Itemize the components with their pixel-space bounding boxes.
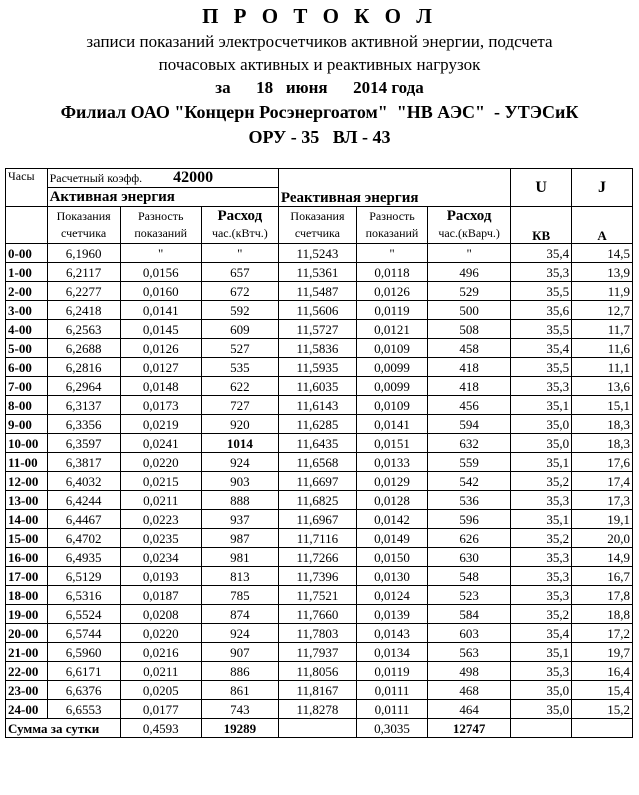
active-reading-cell: 6,5744 bbox=[47, 624, 120, 643]
current-cell: 15,4 bbox=[572, 681, 633, 700]
voltage-cell: 35,6 bbox=[511, 301, 572, 320]
reactive-diff-cell: 0,0111 bbox=[357, 681, 428, 700]
current-cell: 15,2 bbox=[572, 700, 633, 719]
reactive-reading-cell: 11,7803 bbox=[278, 624, 356, 643]
current-cell: 17,3 bbox=[572, 491, 633, 510]
line-identifier: ОРУ - 35 ВЛ - 43 bbox=[248, 127, 391, 147]
active-reading-cell: 6,5316 bbox=[47, 586, 120, 605]
active-diff-cell: 0,0126 bbox=[120, 339, 201, 358]
reactive-reading-cell: 11,5487 bbox=[278, 282, 356, 301]
table-row bbox=[6, 377, 633, 396]
coef-value: 42000 bbox=[173, 169, 214, 186]
active-reading-cell: 6,6171 bbox=[47, 662, 120, 681]
active-rashod-cell: 861 bbox=[201, 681, 278, 700]
active-rashod-cell: 888 bbox=[201, 491, 278, 510]
hour-cell: 13-00 bbox=[6, 491, 48, 510]
current-cell: 17,6 bbox=[572, 453, 633, 472]
reactive-rashod-cell: 468 bbox=[428, 681, 511, 700]
current-cell: 11,1 bbox=[572, 358, 633, 377]
voltage-cell: 35,0 bbox=[511, 434, 572, 453]
col-r-readings-2: счетчика bbox=[294, 226, 340, 240]
j-unit: А bbox=[572, 207, 633, 244]
reactive-diff-cell: 0,0119 bbox=[357, 662, 428, 681]
active-rashod-cell: 907 bbox=[201, 643, 278, 662]
reactive-rashod-cell: 542 bbox=[428, 472, 511, 491]
reactive-reading-cell: 11,6143 bbox=[278, 396, 356, 415]
reactive-reading-cell: 11,5361 bbox=[278, 263, 356, 282]
hour-cell: 18-00 bbox=[6, 586, 48, 605]
active-reading-cell: 6,3817 bbox=[47, 453, 120, 472]
active-diff-cell: 0,0215 bbox=[120, 472, 201, 491]
col-readings-1: Показания bbox=[56, 209, 111, 223]
active-diff-cell: 0,0216 bbox=[120, 643, 201, 662]
reactive-diff-cell: 0,0111 bbox=[357, 700, 428, 719]
reactive-reading-cell: 11,5243 bbox=[278, 244, 356, 263]
col-diff-2: показаний bbox=[134, 226, 188, 240]
reactive-rashod-cell: 594 bbox=[428, 415, 511, 434]
reactive-diff-cell: " bbox=[357, 244, 428, 263]
active-diff-cell: 0,0211 bbox=[120, 662, 201, 681]
active-rashod-cell: 903 bbox=[201, 472, 278, 491]
active-diff-cell: 0,0219 bbox=[120, 415, 201, 434]
reactive-diff-cell: 0,0121 bbox=[357, 320, 428, 339]
active-rashod-cell: 622 bbox=[201, 377, 278, 396]
reactive-rashod-cell: 536 bbox=[428, 491, 511, 510]
voltage-cell: 35,5 bbox=[511, 358, 572, 377]
active-diff-cell: 0,0127 bbox=[120, 358, 201, 377]
active-diff-cell: 0,0141 bbox=[120, 301, 201, 320]
active-reading-cell: 6,2277 bbox=[47, 282, 120, 301]
voltage-cell: 35,3 bbox=[511, 377, 572, 396]
table-row bbox=[6, 282, 633, 301]
active-reading-cell: 6,6553 bbox=[47, 700, 120, 719]
reactive-reading-cell: 11,6697 bbox=[278, 472, 356, 491]
reactive-energy-header: Реактивная энергия bbox=[278, 169, 510, 207]
hour-cell: 15-00 bbox=[6, 529, 48, 548]
current-cell: 16,4 bbox=[572, 662, 633, 681]
total-active-rashod: 19289 bbox=[201, 719, 278, 738]
col-rashod-reactive: Расход bbox=[446, 208, 492, 224]
current-cell: 19,1 bbox=[572, 510, 633, 529]
total-row bbox=[6, 719, 633, 738]
table-row bbox=[6, 624, 633, 643]
subtitle-line-1: записи показаний электросчетчиков активной энергии, подсчета bbox=[86, 32, 553, 51]
current-cell: 11,6 bbox=[572, 339, 633, 358]
subtitle-line-2: почасовых активных и реактивных нагрузок bbox=[158, 55, 481, 74]
table-row bbox=[6, 339, 633, 358]
current-cell: 17,4 bbox=[572, 472, 633, 491]
table-row bbox=[6, 700, 633, 719]
reactive-diff-cell: 0,0139 bbox=[357, 605, 428, 624]
active-reading-cell: 6,4032 bbox=[47, 472, 120, 491]
active-rashod-cell: 535 bbox=[201, 358, 278, 377]
active-rashod-cell: 981 bbox=[201, 548, 278, 567]
reactive-diff-cell: 0,0118 bbox=[357, 263, 428, 282]
table-row bbox=[6, 358, 633, 377]
reactive-rashod-cell: 603 bbox=[428, 624, 511, 643]
table-row bbox=[6, 662, 633, 681]
header-row-1 bbox=[6, 169, 633, 188]
hours-header: Часы bbox=[6, 169, 48, 207]
reactive-rashod-cell: 508 bbox=[428, 320, 511, 339]
active-reading-cell: 6,6376 bbox=[47, 681, 120, 700]
table-row bbox=[6, 491, 633, 510]
reactive-diff-cell: 0,0119 bbox=[357, 301, 428, 320]
active-diff-cell: 0,0145 bbox=[120, 320, 201, 339]
reactive-rashod-cell: 500 bbox=[428, 301, 511, 320]
reactive-rashod-cell: 548 bbox=[428, 567, 511, 586]
voltage-cell: 35,4 bbox=[511, 624, 572, 643]
active-diff-cell: 0,0220 bbox=[120, 624, 201, 643]
reactive-reading-cell: 11,6967 bbox=[278, 510, 356, 529]
reactive-rashod-cell: 632 bbox=[428, 434, 511, 453]
reactive-reading-cell: 11,5935 bbox=[278, 358, 356, 377]
current-cell: 13,9 bbox=[572, 263, 633, 282]
reactive-rashod-cell: 498 bbox=[428, 662, 511, 681]
reactive-reading-cell: 11,8167 bbox=[278, 681, 356, 700]
total-empty-2 bbox=[511, 719, 572, 738]
total-reactive-diff: 0,3035 bbox=[357, 719, 428, 738]
hour-cell: 23-00 bbox=[6, 681, 48, 700]
hour-cell: 4-00 bbox=[6, 320, 48, 339]
coef-label: Расчетный коэфф. bbox=[49, 171, 143, 185]
col-r-readings-1: Показания bbox=[290, 209, 345, 223]
active-energy-header: Активная энергия bbox=[47, 188, 278, 207]
active-diff-cell: 0,0205 bbox=[120, 681, 201, 700]
voltage-cell: 35,5 bbox=[511, 320, 572, 339]
current-cell: 18,3 bbox=[572, 415, 633, 434]
current-cell: 14,5 bbox=[572, 244, 633, 263]
voltage-cell: 35,5 bbox=[511, 282, 572, 301]
voltage-cell: 35,1 bbox=[511, 510, 572, 529]
current-cell: 19,7 bbox=[572, 643, 633, 662]
active-reading-cell: 6,3597 bbox=[47, 434, 120, 453]
table-row bbox=[6, 434, 633, 453]
active-reading-cell: 6,5129 bbox=[47, 567, 120, 586]
reactive-diff-cell: 0,0126 bbox=[357, 282, 428, 301]
j-header: J bbox=[572, 169, 633, 207]
voltage-cell: 35,2 bbox=[511, 472, 572, 491]
reactive-rashod-cell: " bbox=[428, 244, 511, 263]
branch-name: Филиал ОАО "Концерн Росэнергоатом" "НВ АЭС" - УТЭСиК bbox=[60, 102, 579, 122]
u-unit: КВ bbox=[511, 207, 572, 244]
reactive-diff-cell: 0,0130 bbox=[357, 567, 428, 586]
active-diff-cell: 0,0193 bbox=[120, 567, 201, 586]
active-rashod-cell: 527 bbox=[201, 339, 278, 358]
col-reactive-unit: час.(кВарч.) bbox=[438, 226, 500, 240]
active-rashod-cell: 785 bbox=[201, 586, 278, 605]
reactive-rashod-cell: 529 bbox=[428, 282, 511, 301]
voltage-cell: 35,0 bbox=[511, 415, 572, 434]
reactive-reading-cell: 11,8278 bbox=[278, 700, 356, 719]
current-cell: 17,8 bbox=[572, 586, 633, 605]
active-reading-cell: 6,4935 bbox=[47, 548, 120, 567]
reactive-rashod-cell: 563 bbox=[428, 643, 511, 662]
hour-cell: 7-00 bbox=[6, 377, 48, 396]
active-reading-cell: 6,2964 bbox=[47, 377, 120, 396]
reactive-diff-cell: 0,0150 bbox=[357, 548, 428, 567]
active-rashod-cell: 672 bbox=[201, 282, 278, 301]
reactive-rashod-cell: 523 bbox=[428, 586, 511, 605]
reactive-rashod-cell: 418 bbox=[428, 358, 511, 377]
current-cell: 18,8 bbox=[572, 605, 633, 624]
current-cell: 20,0 bbox=[572, 529, 633, 548]
reactive-reading-cell: 11,6035 bbox=[278, 377, 356, 396]
active-reading-cell: 6,1960 bbox=[47, 244, 120, 263]
hour-cell: 22-00 bbox=[6, 662, 48, 681]
active-reading-cell: 6,5960 bbox=[47, 643, 120, 662]
active-reading-cell: 6,4244 bbox=[47, 491, 120, 510]
active-rashod-cell: 743 bbox=[201, 700, 278, 719]
current-cell: 11,7 bbox=[572, 320, 633, 339]
hour-cell: 9-00 bbox=[6, 415, 48, 434]
reactive-diff-cell: 0,0133 bbox=[357, 453, 428, 472]
hour-cell: 19-00 bbox=[6, 605, 48, 624]
active-diff-cell: 0,0173 bbox=[120, 396, 201, 415]
active-diff-cell: 0,0148 bbox=[120, 377, 201, 396]
active-rashod-cell: 874 bbox=[201, 605, 278, 624]
table-row bbox=[6, 396, 633, 415]
active-reading-cell: 6,2688 bbox=[47, 339, 120, 358]
col-r-diff-1: Разность bbox=[369, 209, 415, 223]
total-reactive-rashod: 12747 bbox=[428, 719, 511, 738]
active-diff-cell: 0,0211 bbox=[120, 491, 201, 510]
active-rashod-cell: 924 bbox=[201, 453, 278, 472]
col-active-unit: час.(кВтч.) bbox=[211, 226, 268, 240]
hour-cell: 11-00 bbox=[6, 453, 48, 472]
current-cell: 12,7 bbox=[572, 301, 633, 320]
voltage-cell: 35,2 bbox=[511, 529, 572, 548]
active-reading-cell: 6,4467 bbox=[47, 510, 120, 529]
active-rashod-cell: 937 bbox=[201, 510, 278, 529]
reactive-reading-cell: 11,6568 bbox=[278, 453, 356, 472]
u-header: U bbox=[511, 169, 572, 207]
hour-cell: 3-00 bbox=[6, 301, 48, 320]
voltage-cell: 35,2 bbox=[511, 605, 572, 624]
active-diff-cell: 0,0223 bbox=[120, 510, 201, 529]
voltage-cell: 35,3 bbox=[511, 586, 572, 605]
hour-cell: 10-00 bbox=[6, 434, 48, 453]
reactive-reading-cell: 11,5727 bbox=[278, 320, 356, 339]
reactive-rashod-cell: 496 bbox=[428, 263, 511, 282]
reactive-diff-cell: 0,0151 bbox=[357, 434, 428, 453]
active-diff-cell: 0,0160 bbox=[120, 282, 201, 301]
voltage-cell: 35,4 bbox=[511, 339, 572, 358]
reactive-rashod-cell: 559 bbox=[428, 453, 511, 472]
active-diff-cell: 0,0187 bbox=[120, 586, 201, 605]
hour-cell: 21-00 bbox=[6, 643, 48, 662]
reactive-diff-cell: 0,0129 bbox=[357, 472, 428, 491]
reactive-reading-cell: 11,7521 bbox=[278, 586, 356, 605]
reactive-rashod-cell: 626 bbox=[428, 529, 511, 548]
table-row bbox=[6, 263, 633, 282]
readings-table bbox=[5, 168, 633, 738]
active-diff-cell: 0,0220 bbox=[120, 453, 201, 472]
hour-cell: 1-00 bbox=[6, 263, 48, 282]
voltage-cell: 35,4 bbox=[511, 244, 572, 263]
active-rashod-cell: 727 bbox=[201, 396, 278, 415]
total-empty-1 bbox=[278, 719, 356, 738]
reactive-diff-cell: 0,0109 bbox=[357, 339, 428, 358]
reactive-reading-cell: 11,7660 bbox=[278, 605, 356, 624]
table-row bbox=[6, 586, 633, 605]
reactive-diff-cell: 0,0149 bbox=[357, 529, 428, 548]
reactive-reading-cell: 11,8056 bbox=[278, 662, 356, 681]
active-diff-cell: 0,0241 bbox=[120, 434, 201, 453]
current-cell: 16,7 bbox=[572, 567, 633, 586]
active-rashod-cell: 657 bbox=[201, 263, 278, 282]
table-row bbox=[6, 548, 633, 567]
reactive-diff-cell: 0,0099 bbox=[357, 377, 428, 396]
reactive-diff-cell: 0,0099 bbox=[357, 358, 428, 377]
reactive-diff-cell: 0,0128 bbox=[357, 491, 428, 510]
hour-cell: 12-00 bbox=[6, 472, 48, 491]
current-cell: 11,9 bbox=[572, 282, 633, 301]
hour-cell: 6-00 bbox=[6, 358, 48, 377]
reactive-reading-cell: 11,6435 bbox=[278, 434, 356, 453]
active-diff-cell: " bbox=[120, 244, 201, 263]
reactive-reading-cell: 11,5836 bbox=[278, 339, 356, 358]
active-rashod-cell: 592 bbox=[201, 301, 278, 320]
current-cell: 18,3 bbox=[572, 434, 633, 453]
col-readings-2: счетчика bbox=[61, 226, 107, 240]
reactive-diff-cell: 0,0142 bbox=[357, 510, 428, 529]
active-reading-cell: 6,2563 bbox=[47, 320, 120, 339]
voltage-cell: 35,3 bbox=[511, 548, 572, 567]
active-diff-cell: 0,0177 bbox=[120, 700, 201, 719]
active-rashod-cell: 1014 bbox=[201, 434, 278, 453]
total-label: Сумма за сутки bbox=[6, 719, 121, 738]
table-row bbox=[6, 453, 633, 472]
table-row bbox=[6, 605, 633, 624]
hour-cell: 17-00 bbox=[6, 567, 48, 586]
hour-cell: 5-00 bbox=[6, 339, 48, 358]
reactive-reading-cell: 11,7266 bbox=[278, 548, 356, 567]
table-row bbox=[6, 681, 633, 700]
active-reading-cell: 6,2816 bbox=[47, 358, 120, 377]
header-row-3 bbox=[6, 207, 633, 244]
table-row bbox=[6, 567, 633, 586]
reactive-reading-cell: 11,7396 bbox=[278, 567, 356, 586]
current-cell: 15,1 bbox=[572, 396, 633, 415]
hour-cell: 8-00 bbox=[6, 396, 48, 415]
hour-cell: 24-00 bbox=[6, 700, 48, 719]
reactive-rashod-cell: 458 bbox=[428, 339, 511, 358]
total-empty-3 bbox=[572, 719, 633, 738]
reactive-rashod-cell: 596 bbox=[428, 510, 511, 529]
current-cell: 14,9 bbox=[572, 548, 633, 567]
reactive-diff-cell: 0,0109 bbox=[357, 396, 428, 415]
active-diff-cell: 0,0156 bbox=[120, 263, 201, 282]
hour-cell: 14-00 bbox=[6, 510, 48, 529]
voltage-cell: 35,0 bbox=[511, 681, 572, 700]
col-r-diff-2: показаний bbox=[365, 226, 419, 240]
reactive-reading-cell: 11,6825 bbox=[278, 491, 356, 510]
voltage-cell: 35,3 bbox=[511, 662, 572, 681]
table-row bbox=[6, 510, 633, 529]
voltage-cell: 35,1 bbox=[511, 396, 572, 415]
active-reading-cell: 6,3356 bbox=[47, 415, 120, 434]
table-row bbox=[6, 301, 633, 320]
date-line: за 18 июня 2014 года bbox=[215, 78, 424, 97]
reactive-rashod-cell: 584 bbox=[428, 605, 511, 624]
active-rashod-cell: 609 bbox=[201, 320, 278, 339]
voltage-cell: 35,3 bbox=[511, 491, 572, 510]
table-row bbox=[6, 415, 633, 434]
table-row bbox=[6, 643, 633, 662]
active-reading-cell: 6,2117 bbox=[47, 263, 120, 282]
active-reading-cell: 6,2418 bbox=[47, 301, 120, 320]
voltage-cell: 35,1 bbox=[511, 643, 572, 662]
hour-cell: 16-00 bbox=[6, 548, 48, 567]
active-reading-cell: 6,4702 bbox=[47, 529, 120, 548]
active-reading-cell: 6,3137 bbox=[47, 396, 120, 415]
table-row bbox=[6, 472, 633, 491]
reactive-diff-cell: 0,0143 bbox=[357, 624, 428, 643]
reactive-rashod-cell: 456 bbox=[428, 396, 511, 415]
voltage-cell: 35,3 bbox=[511, 263, 572, 282]
reactive-reading-cell: 11,5606 bbox=[278, 301, 356, 320]
reactive-rashod-cell: 630 bbox=[428, 548, 511, 567]
col-rashod-active: Расход bbox=[217, 208, 263, 224]
active-rashod-cell: 886 bbox=[201, 662, 278, 681]
coef-cell bbox=[47, 169, 278, 188]
active-rashod-cell: 924 bbox=[201, 624, 278, 643]
voltage-cell: 35,0 bbox=[511, 700, 572, 719]
voltage-cell: 35,3 bbox=[511, 567, 572, 586]
hour-cell: 0-00 bbox=[6, 244, 48, 263]
active-rashod-cell: " bbox=[201, 244, 278, 263]
reactive-reading-cell: 11,7937 bbox=[278, 643, 356, 662]
active-diff-cell: 0,0234 bbox=[120, 548, 201, 567]
voltage-cell: 35,1 bbox=[511, 453, 572, 472]
current-cell: 17,2 bbox=[572, 624, 633, 643]
reactive-rashod-cell: 464 bbox=[428, 700, 511, 719]
current-cell: 13,6 bbox=[572, 377, 633, 396]
col-diff-1: Разность bbox=[137, 209, 184, 223]
active-rashod-cell: 920 bbox=[201, 415, 278, 434]
hour-cell: 2-00 bbox=[6, 282, 48, 301]
active-reading-cell: 6,5524 bbox=[47, 605, 120, 624]
reactive-diff-cell: 0,0124 bbox=[357, 586, 428, 605]
total-active-diff: 0,4593 bbox=[120, 719, 201, 738]
document-title: П Р О Т О К О Л bbox=[202, 4, 437, 28]
reactive-reading-cell: 11,6285 bbox=[278, 415, 356, 434]
active-rashod-cell: 813 bbox=[201, 567, 278, 586]
reactive-reading-cell: 11,7116 bbox=[278, 529, 356, 548]
table-row bbox=[6, 320, 633, 339]
reactive-diff-cell: 0,0141 bbox=[357, 415, 428, 434]
active-diff-cell: 0,0235 bbox=[120, 529, 201, 548]
active-diff-cell: 0,0208 bbox=[120, 605, 201, 624]
hour-cell: 20-00 bbox=[6, 624, 48, 643]
reactive-rashod-cell: 418 bbox=[428, 377, 511, 396]
table-row bbox=[6, 244, 633, 263]
active-rashod-cell: 987 bbox=[201, 529, 278, 548]
table-row bbox=[6, 529, 633, 548]
reactive-diff-cell: 0,0134 bbox=[357, 643, 428, 662]
